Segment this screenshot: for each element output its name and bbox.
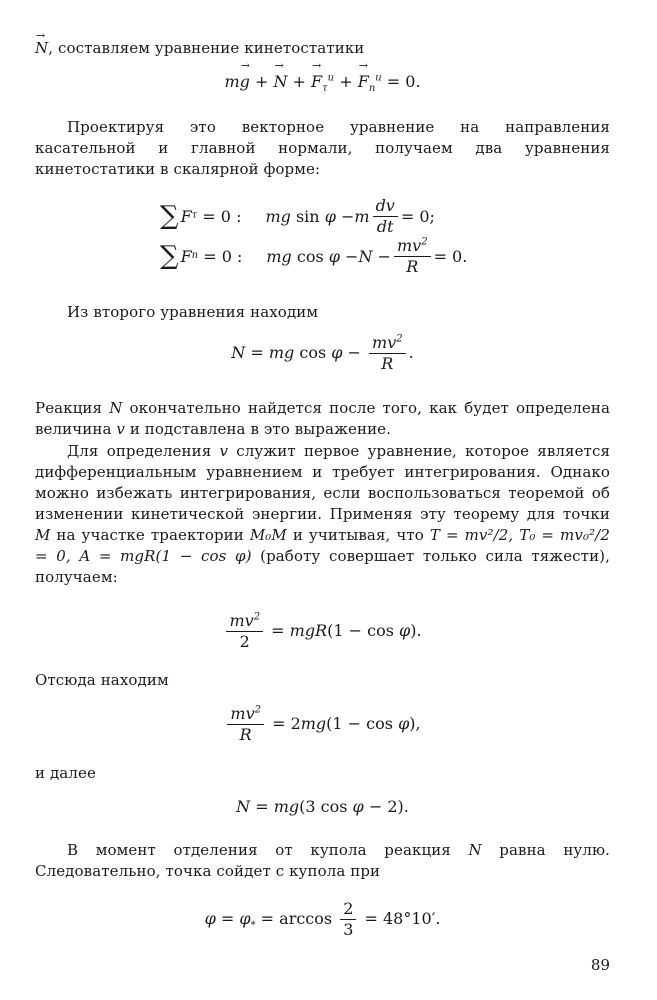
energy-expressions: T = mv²/2, T₀ = mv₀²/2 = 0, A = mgR(1 − cos φ) (35, 526, 610, 565)
equation-N-final: N = mg(3 cos φ − 2). (236, 797, 409, 816)
paragraph-second-eq: Из второго уравнения находим (67, 303, 319, 321)
equation-tangent: ∑ F τ = 0 : mg sin φ − m $\frac{dv}{dt}$ = 0; (160, 195, 435, 236)
equation-kinetostatics: m→ g + → N + → $F_\tau^и$ + → $F_n^и = 0$. (35, 72, 610, 91)
paragraph-separation: В момент отделения от купола реакция N равна нулю. Следовательно, точка сойдет с купола при (35, 841, 610, 880)
page (35, 0, 610, 1000)
intro-text: , составляем уравнение кинетостатики (48, 39, 365, 57)
page-number: 89 (590, 956, 610, 974)
equation-normal: ∑ F n = 0 : mg cos φ − N − $\frac{mv^2}{R}$ = 0. (160, 235, 468, 276)
equation-angle: $\varphi = \varphi_* = \arccos$ $\frac{2}{3}$ = 48°10′. (204, 899, 441, 939)
paragraph-further: и далее (35, 764, 96, 782)
paragraph-energy-theorem: Для определения v служит первое уравнение, которое является дифференциальным уравнением и требует интегрирования. Однако можно избежать интегрирования, если воспользоваться теоремой об изменении кинетической энергии. Применяя эту теорему для точки M на участке траектории M₀M и учитывая, что T = mv²/2, T₀ = mv₀²/2 = 0, A = mgR(1 − cos φ) (работу совершает только сила тяжести), получаем: (35, 442, 611, 586)
paragraph-intro (35, 38, 610, 59)
paragraph-projection: Проектируя это векторное уравнение на направления касательной и главной нормали, получаем два уравнения кинетостатики в скалярной форме: (35, 118, 610, 178)
vector-N: → N (35, 38, 48, 59)
paragraph-hence: Отсюда находим (35, 671, 169, 689)
equation-system (160, 196, 467, 276)
paragraph-reaction: Реакция N окончательно найдется после того, как будет определена величина v и подставлена в это выражение. (35, 399, 610, 438)
equation-energy: $\frac{mv^2}{2}$ = mgR(1 − cos φ). (35, 612, 610, 651)
equation-N: N = mg cos φ − $\frac{mv^2}{R}$ . (231, 333, 414, 373)
equation-velocity: $\frac{mv^2}{R}$ = 2mg(1 − cos φ), (35, 705, 610, 744)
